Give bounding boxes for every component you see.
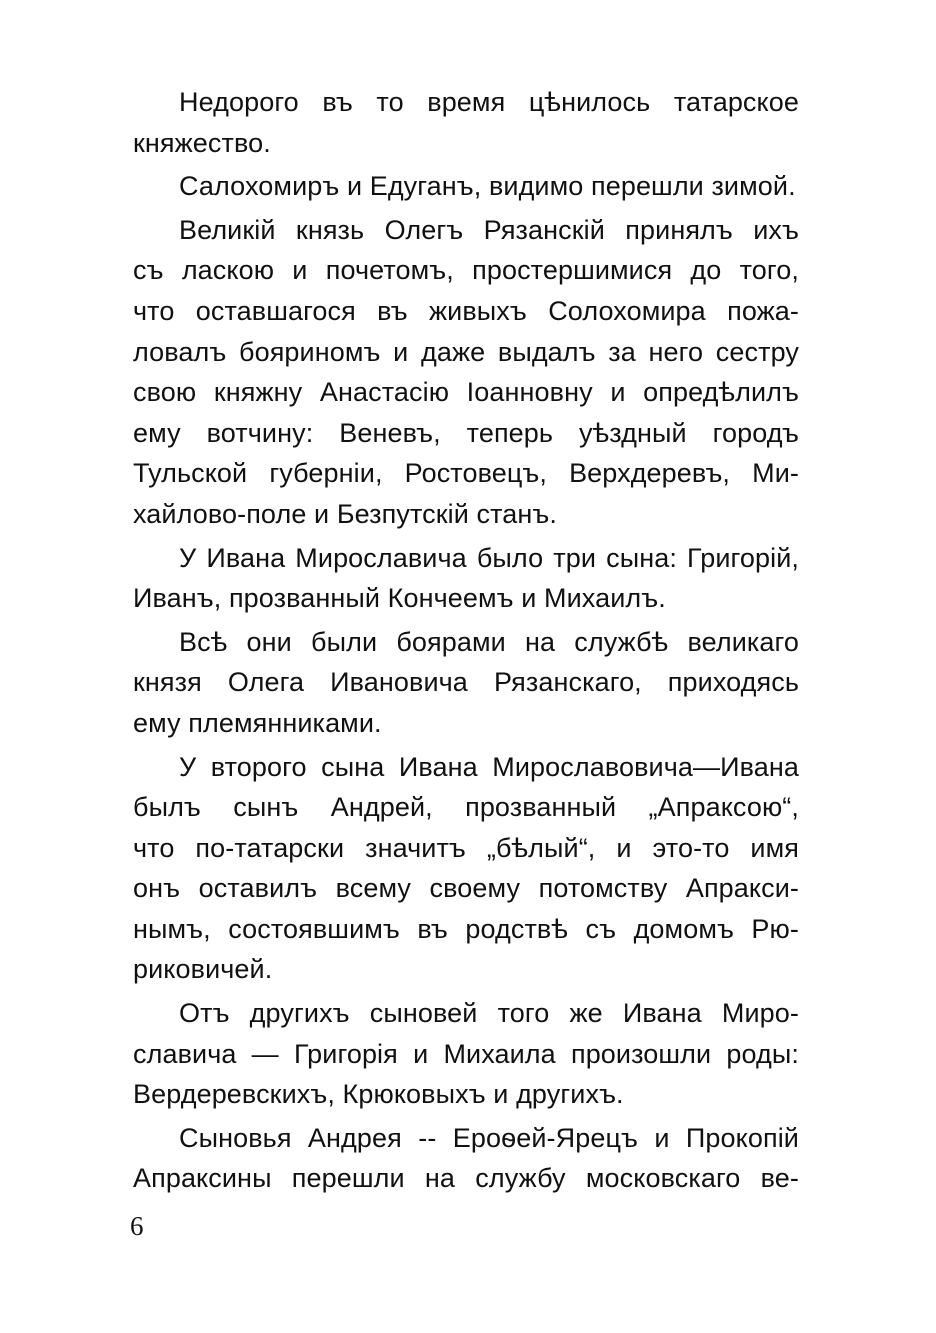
text-line: Сыновья Андрея -- Ероѳей-Ярецъ и Прокопій: [179, 1122, 799, 1153]
text-line: риковичей.: [133, 954, 273, 985]
text-line: былъ сынъ Андрей, прозванный „Апраксою“,: [133, 792, 799, 823]
paragraph: [133, 166, 799, 207]
paragraph: [133, 210, 799, 535]
text-line: Отъ другихъ сыновей того же Ивана Миро-: [179, 998, 799, 1029]
paragraph: [133, 82, 799, 163]
paragraph: [133, 622, 799, 744]
text-line: Вердеревскихъ, Крюковыхъ и другихъ.: [133, 1079, 624, 1110]
text-line: свою княжну Анастасію Іоанновну и опредѣлилъ: [133, 377, 799, 408]
paragraph: [133, 747, 799, 991]
paragraph: [133, 993, 799, 1115]
body-text: [133, 82, 799, 1199]
text-line: нымъ, состоявшимъ въ родствѣ съ домомъ Рю-: [133, 913, 799, 944]
text-line: онъ оставилъ всему своему потомству Апракси-: [133, 873, 799, 904]
text-line: ему вотчину: Веневъ, теперь уѣздный городъ: [133, 417, 799, 448]
text-line: княжество.: [133, 127, 271, 158]
paragraph: [133, 538, 799, 619]
text-line: съ ласкою и почетомъ, простершимися до того,: [133, 255, 799, 286]
text-line: Апраксины перешли на службу московскаго ве-: [133, 1163, 799, 1194]
page-number: 6: [130, 1211, 144, 1241]
text-line: что оставшагося въ живыхъ Солохомира пожа-: [133, 295, 799, 326]
text-line: Недорого въ то время цѣнилось татарское: [179, 87, 799, 117]
text-line: Всѣ они были боярами на службѣ великаго: [179, 626, 799, 657]
text-line: ему племянниками.: [133, 707, 382, 738]
text-line: славича — Григорія и Михаила произошли роды:: [133, 1038, 799, 1069]
text-line: Великій князь Олегъ Рязанскій принялъ ихъ: [179, 214, 799, 245]
paragraph: [133, 1118, 799, 1199]
text-line: Салохомиръ и Едуганъ, видимо перешли зимой.: [179, 171, 796, 202]
text-line: У Ивана Мирославича было три сына: Григорій,: [179, 542, 799, 573]
text-line: Иванъ, прозванный Кончеемъ и Михаилъ.: [133, 583, 666, 614]
text-line: князя Олега Ивановича Рязанскаго, приходясь: [133, 667, 799, 698]
text-line: что по-татарски значитъ „бѣлый“, и это-то имя: [133, 832, 799, 863]
text-line: Тульской губерніи, Ростовецъ, Верхдеревъ, Ми-: [133, 458, 799, 489]
text-line: У второго сына Ивана Мирославовича—Ивана: [179, 751, 799, 782]
text-line: ловалъ бояриномъ и даже выдалъ за него сестру: [133, 336, 799, 367]
text-line: хайлово-поле и Безпутскій станъ.: [133, 498, 557, 529]
